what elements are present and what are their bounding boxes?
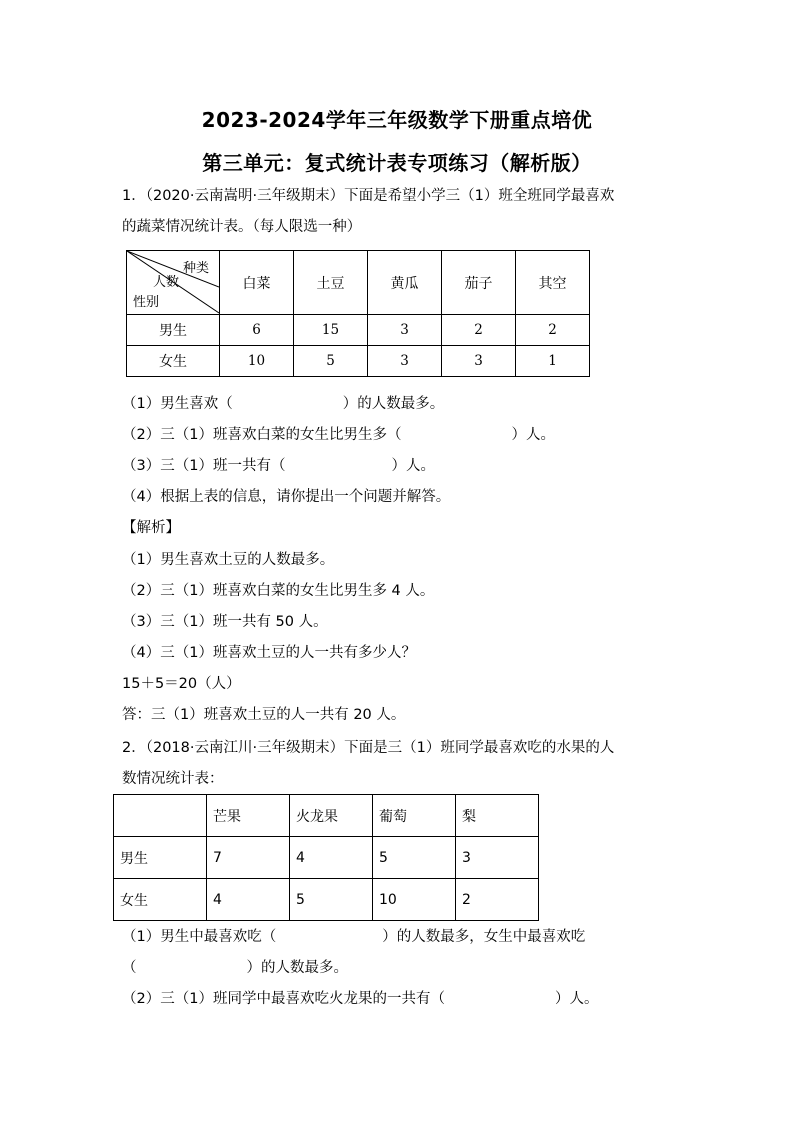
- q1-cell: 15: [294, 315, 368, 346]
- q1-sub3-text: （3）三（1）班一共有（: [122, 458, 286, 474]
- corner-label-category: 种类: [183, 261, 210, 276]
- q1-row-label: 男生: [127, 315, 220, 346]
- q1-cell: 10: [220, 346, 294, 377]
- q1-cell: 2: [442, 315, 516, 346]
- q1-intro-line1: 1．（2020·云南嵩明·三年级期末）下面是希望小学三（1）班全班同学最喜欢: [122, 188, 615, 204]
- q1-table: [126, 250, 590, 377]
- q2-header-cell: 梨: [456, 795, 539, 837]
- q2-sub1-text: ）的人数最多，女生中最喜欢吃: [382, 929, 586, 945]
- q1-cell: 5: [294, 346, 368, 377]
- q2-cell: 3: [456, 837, 539, 879]
- page-title: 2023-2024学年三年级数学下册重点培优: [201, 108, 593, 132]
- answer-line: （3）三（1）班一共有 50 人。: [122, 614, 328, 630]
- q2-sub1-cont: [122, 959, 348, 977]
- answer-line: （2）三（1）班喜欢白菜的女生比男生多 4 人。: [122, 583, 435, 599]
- q2-table-row: [114, 837, 539, 879]
- q2-sub1-text: ）的人数最多。: [246, 960, 348, 976]
- analysis-label: 【解析】: [122, 520, 180, 536]
- page-subtitle: 第三单元：复式统计表专项练习（解析版）: [202, 151, 592, 175]
- q1-sub1-text: ）的人数最多。: [342, 396, 445, 412]
- q2-intro-line1: 2．（2018·云南江川·三年级期末）下面是三（1）班同学最喜欢吃的水果的人: [122, 740, 615, 756]
- q2-sub2-text: （2）三（1）班同学中最喜欢吃火龙果的一共有（: [122, 991, 445, 1007]
- q1-header-cell: 土豆: [294, 251, 368, 315]
- q2-header-cell: [114, 795, 207, 837]
- q1-sub2-text: （2）三（1）班喜欢白菜的女生比男生多（: [122, 427, 402, 443]
- q2-cell: 10: [373, 879, 456, 921]
- q1-sub1-text: （1）男生喜欢（: [122, 396, 233, 412]
- q2-cell: 2: [456, 879, 539, 921]
- q2-sub2: [122, 990, 598, 1008]
- q2-sub1: [122, 928, 585, 946]
- q1-cell: 2: [516, 315, 590, 346]
- q1-sub2-text: ）人。: [511, 427, 555, 443]
- q2-row-label: 男生: [114, 837, 207, 879]
- corner-label-gender: 性别: [133, 295, 160, 310]
- q2-sub1-text: （1）男生中最喜欢吃（: [122, 929, 277, 945]
- q2-cell: 5: [290, 879, 373, 921]
- q2-intro-line2: 数情况统计表：: [122, 771, 224, 787]
- q1-intro-line2: 的蔬菜情况统计表。（每人限选一种）: [122, 219, 362, 235]
- q1-sub4: （4）根据上表的信息，请你提出一个问题并解答。: [122, 489, 451, 505]
- q2-row-label: 女生: [114, 879, 207, 921]
- q1-sub2: [122, 426, 555, 444]
- q2-cell: 4: [290, 837, 373, 879]
- q1-table-corner: [127, 251, 220, 315]
- q1-sub1: [122, 395, 444, 413]
- q2-table-header-row: [114, 795, 539, 837]
- answer-line: （1）男生喜欢土豆的人数最多。: [122, 552, 335, 568]
- q2-sub2-text: ）人。: [554, 991, 599, 1007]
- q1-table-row: [127, 346, 590, 377]
- q2-table: [113, 794, 539, 921]
- q1-header-cell: 白菜: [220, 251, 294, 315]
- answer-line: 答：三（1）班喜欢土豆的人一共有 20 人。: [122, 707, 406, 723]
- q2-header-cell: 芒果: [207, 795, 290, 837]
- q1-sub3-text: ）人。: [391, 458, 435, 474]
- q1-sub3: [122, 457, 435, 475]
- answer-line: （4）三（1）班喜欢土豆的人一共有多少人？: [122, 645, 416, 661]
- q1-cell: 3: [442, 346, 516, 377]
- q2-cell: 5: [373, 837, 456, 879]
- q1-cell: 1: [516, 346, 590, 377]
- q1-table-row: [127, 315, 590, 346]
- q1-row-label: 女生: [127, 346, 220, 377]
- q1-cell: 6: [220, 315, 294, 346]
- q2-sub1-text: （: [122, 960, 137, 976]
- q2-header-cell: 葡萄: [373, 795, 456, 837]
- corner-label-count: 人数: [153, 275, 180, 290]
- q1-cell: 3: [368, 315, 442, 346]
- q2-cell: 7: [207, 837, 290, 879]
- q1-header-cell: 其空: [516, 251, 590, 315]
- q2-table-row: [114, 879, 539, 921]
- q1-cell: 3: [368, 346, 442, 377]
- q1-header-cell: 黄瓜: [368, 251, 442, 315]
- q1-header-cell: 茄子: [442, 251, 516, 315]
- q2-header-cell: 火龙果: [290, 795, 373, 837]
- calculation-line: 15＋5＝20（人）: [122, 676, 241, 692]
- q2-cell: 4: [207, 879, 290, 921]
